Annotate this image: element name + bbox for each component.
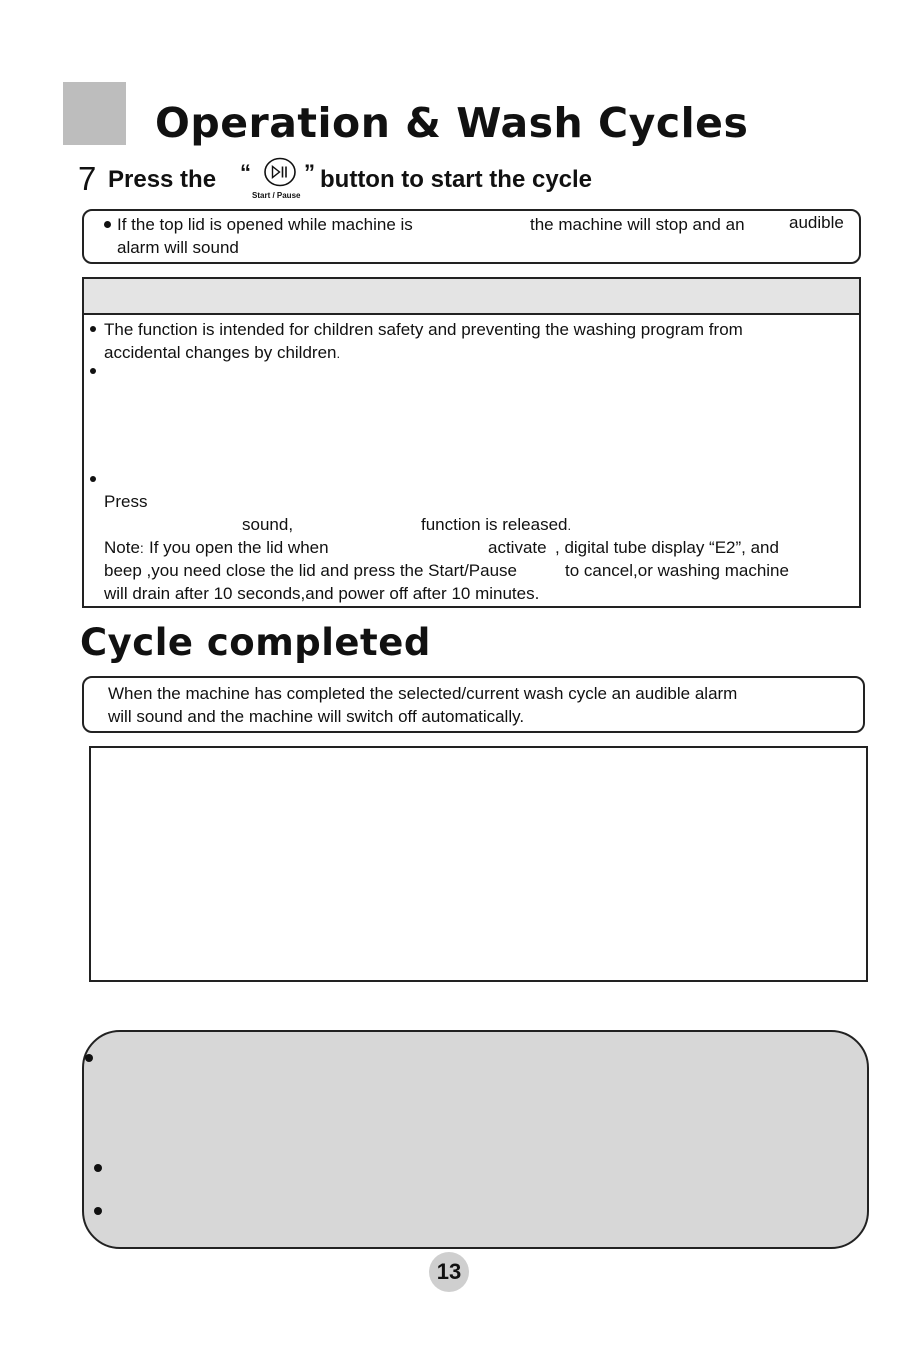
note-colon: : xyxy=(139,540,144,556)
child-lock-period: . xyxy=(567,518,572,533)
bullet-icon xyxy=(90,476,96,482)
cycle-completed-text-1: When the machine has completed the selected/current wash cycle an audible alarm xyxy=(108,684,738,703)
tips-box xyxy=(82,1030,869,1249)
note-text-2a: beep ,you need close the lid and press the Start/Pause xyxy=(104,561,517,580)
child-lock-header xyxy=(82,277,861,315)
lid-notice-text-2: the machine will stop and an xyxy=(530,215,745,234)
step-number: 7 xyxy=(78,160,97,197)
close-quote: ” xyxy=(304,160,315,185)
cycle-completed-text-2a: will sound and the machine will switch off automatically xyxy=(108,707,520,726)
note-text-1a: If you open the lid when xyxy=(149,538,329,557)
child-lock-text-2a: accidental changes by children xyxy=(104,343,337,362)
note-text-3: will drain after 10 seconds,and power off after 10 minutes. xyxy=(104,584,540,603)
note-text-2b: to cancel,or washing machine xyxy=(565,561,789,580)
bullet-icon xyxy=(90,368,96,374)
note-label xyxy=(104,536,144,560)
child-lock-text-2 xyxy=(104,341,340,365)
lid-notice-text-4: alarm will sound xyxy=(117,238,239,257)
bullet-icon xyxy=(94,1164,102,1172)
child-lock-press: Press xyxy=(104,492,148,511)
child-lock-period: . xyxy=(336,346,341,361)
open-quote: “ xyxy=(240,160,251,185)
cycle-completed-period: . xyxy=(519,707,525,726)
step-text-after: button to start the cycle xyxy=(320,166,593,193)
child-lock-text-1: The function is intended for children safety and preventing the washing program from xyxy=(104,320,743,339)
empty-content-box xyxy=(89,746,868,982)
bullet-icon xyxy=(94,1207,102,1215)
lid-notice-text-1: If the top lid is opened while machine is xyxy=(117,215,413,234)
page-title: Operation & Wash Cycles xyxy=(155,99,749,147)
note-label-text: Note xyxy=(104,538,140,557)
bullet-icon xyxy=(104,221,111,228)
cycle-completed-text-2 xyxy=(108,705,524,728)
start-pause-caption: Start / Pause xyxy=(252,191,301,200)
child-lock-released-text: function is released xyxy=(421,515,568,534)
play-pause-icon xyxy=(263,156,297,188)
header-gray-block xyxy=(63,82,126,145)
cycle-completed-title: Cycle completed xyxy=(80,621,431,664)
note-text-1c: , digital tube display “E2”, and xyxy=(555,538,779,557)
child-lock-sound: sound, xyxy=(242,515,294,534)
bullet-icon xyxy=(90,326,96,332)
child-lock-released xyxy=(421,513,571,537)
step-text-before: Press the xyxy=(108,166,217,193)
note-text-1b: activate xyxy=(488,538,547,557)
page-number: 13 xyxy=(429,1252,469,1292)
bullet-icon xyxy=(85,1054,93,1062)
lid-notice-text-3: audible xyxy=(789,213,844,232)
